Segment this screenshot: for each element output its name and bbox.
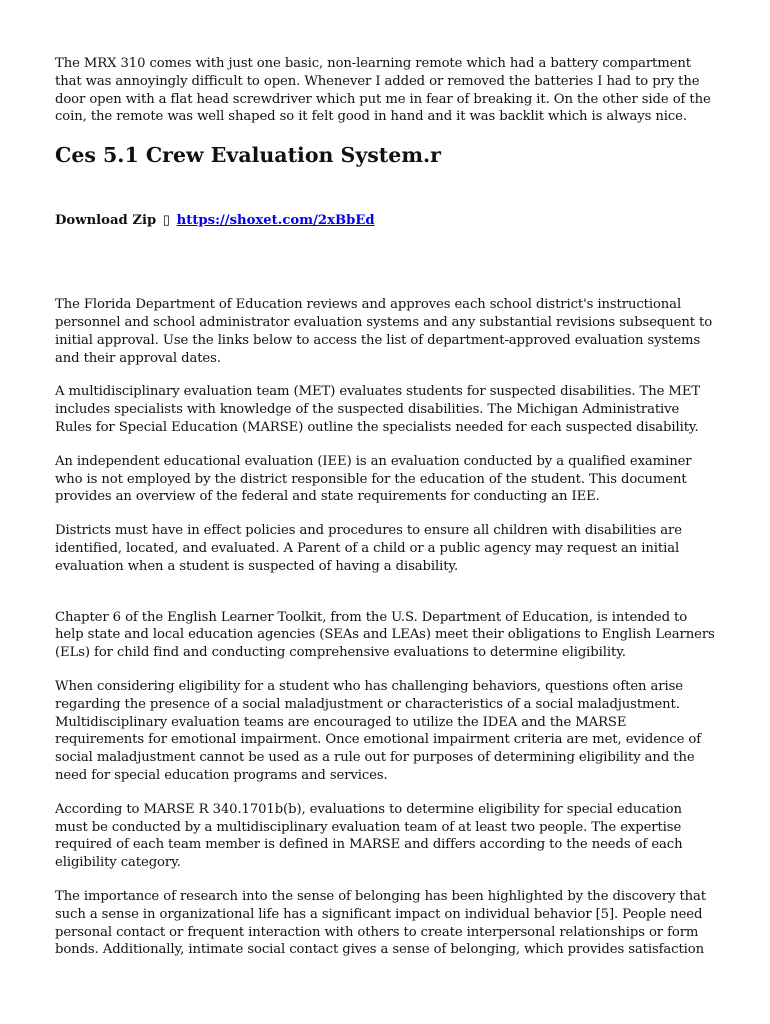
body-paragraph: A multidisciplinary evaluation team (MET) evaluates students for suspected disabilities. The MET includes specialists with knowledge of the suspected disabilities. The Michigan Administrative Rules for Special Education (MARSE) outline the specialists needed for each suspected disability. bbox=[55, 384, 701, 435]
body-paragraph: According to MARSE R 340.1701b(b), evaluations to determine eligibility for special education must be conducted by a multidisciplinary evaluation team of at least two people. The expertise required of each team member is defined in MARSE and differs according to the needs of each eligibility category. bbox=[55, 801, 683, 871]
body-paragraph: When considering eligibility for a student who has challenging behaviors, questions often arise regarding the presence of a social maladjustment or characteristics of a social maladjustment. Multidisciplinary evaluation teams are encouraged to utilize the IDEA and the MARSE requirements for emotional impairment. Once emotional impairment criteria are met, evidence of social maladjustment cannot be used as a rule out for purposes of determining eligibility and the need for special education programs and services. bbox=[55, 678, 702, 783]
download-label: Download Zip bbox=[55, 213, 157, 229]
box-glyph-icon: ▯ bbox=[162, 213, 171, 229]
intro-paragraph: The MRX 310 comes with just one basic, non-learning remote which had a battery compartment that was annoyingly difficult to open. Whenever I added or removed the batteries I had to pry the door open with a flat head screwdriver which put me in fear of breaking it. On the other side of the coin, the remote was well shaped so it felt good in hand and it was backlit which is always nice. bbox=[55, 56, 711, 125]
page-title: Ces 5.1 Crew Evaluation System.r bbox=[55, 143, 441, 168]
download-link[interactable]: https://shoxet.com/2xBbEd bbox=[176, 213, 375, 229]
body-paragraph: An independent educational evaluation (IEE) is an evaluation conducted by a qualified examiner who is not employed by the district responsible for the education of the student. This document provides an overview of the federal and state requirements for conducting an IEE. bbox=[55, 453, 692, 505]
download-line bbox=[55, 212, 715, 230]
body-paragraph: The Florida Department of Education reviews and approves each school district's instructional personnel and school administrator evaluation systems and any substantial revisions subsequent to initial approval. Use the links below to access the list of department-approved evaluation systems and their approval dates. bbox=[55, 297, 713, 366]
document-page bbox=[55, 55, 715, 975]
body-paragraph: Chapter 6 of the English Learner Toolkit, from the U.S. Department of Education, is intended to help state and local education agencies (SEAs and LEAs) meet their obligations to English Learners (ELs) for child find and conducting comprehensive evaluations to determine eligibility. bbox=[55, 609, 715, 661]
body-paragraph: Districts must have in effect policies and procedures to ensure all children with disabilities are identified, located, and evaluated. A Parent of a child or a public agency may request an initial evaluation when a student is suspected of having a disability. bbox=[55, 523, 682, 574]
body-paragraph: The importance of research into the sense of belonging has been highlighted by the discovery that such a sense in organizational life has a significant impact on individual behavior [5]. People need personal contact or frequent interaction with others to create interpersonal relationships or form bonds. Additionally, intimate social contact gives a sense of belonging, which provides satisfaction bbox=[55, 888, 707, 958]
